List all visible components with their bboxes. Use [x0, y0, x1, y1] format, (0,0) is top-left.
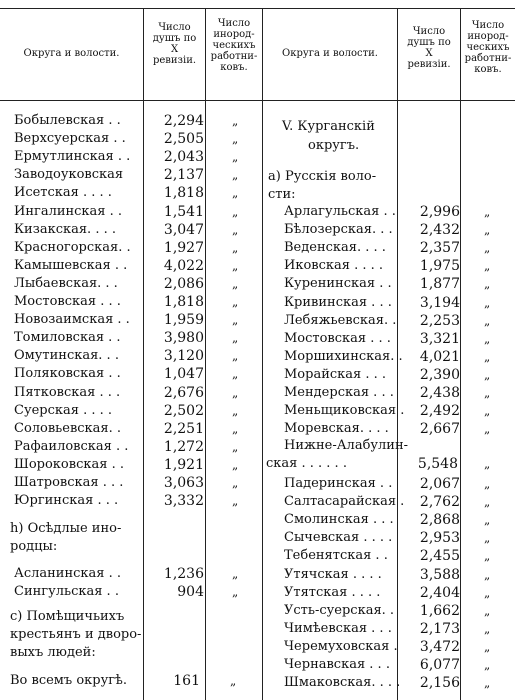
ditto-mark: „	[484, 205, 491, 219]
souls-count: 2,762	[419, 494, 460, 511]
district-total-value: 161	[173, 673, 200, 689]
souls-count: 3,588	[419, 566, 460, 583]
district-name: Шороковская . .	[14, 456, 124, 472]
district-name: Бѣлозерская. . .	[284, 222, 393, 238]
ditto-mark: „	[484, 531, 491, 546]
ditto-mark: „	[484, 349, 491, 364]
table-row	[284, 330, 515, 348]
table-row	[14, 365, 264, 383]
district-name: Куренинская . .	[284, 276, 392, 292]
district-name: Камышевская . .	[14, 257, 128, 273]
ditto-mark: „	[484, 295, 491, 310]
district-name: Пятковская . . .	[14, 384, 121, 400]
souls-count: 2,043	[163, 149, 204, 166]
district-name: Ермутлинская . .	[14, 149, 131, 165]
souls-count: 1,927	[163, 239, 204, 256]
ditto-mark: „	[232, 222, 239, 237]
table-row	[284, 566, 515, 584]
table-row	[14, 293, 264, 311]
ditto-mark: „	[232, 331, 239, 346]
ditto-mark: „	[484, 277, 491, 292]
table-row	[284, 656, 515, 674]
table-row	[14, 420, 264, 438]
table-row	[14, 329, 264, 347]
district-name: Кривинская . . .	[284, 294, 392, 310]
ditto-mark: „	[232, 494, 239, 509]
ditto-mark: „	[484, 331, 491, 346]
district-name: Мостовская . . .	[284, 330, 391, 346]
district-name: Арлагульская . .	[284, 204, 396, 219]
souls-count: 1,236	[163, 566, 204, 582]
souls-count: 2,676	[163, 384, 204, 401]
table-row	[14, 130, 264, 148]
district-name: Шатровская . . .	[14, 475, 124, 490]
table-row	[284, 620, 515, 638]
district-name: Кизакская. . . .	[14, 221, 116, 237]
souls-count: 2,156	[419, 675, 460, 692]
ditto-mark: „	[484, 585, 491, 600]
table-row	[14, 257, 264, 275]
souls-count: 2,868	[419, 512, 460, 529]
district-name: Смолинская . . .	[284, 512, 394, 528]
table-row	[14, 311, 264, 329]
souls-count: 2,455	[419, 548, 460, 565]
ditto-mark: „	[232, 403, 239, 418]
ditto-mark: „	[232, 186, 239, 201]
souls-count: 2,086	[163, 275, 204, 292]
district-name: Сингульская . .	[14, 584, 119, 599]
ditto-mark: „	[232, 168, 239, 183]
souls-count: 1,662	[419, 602, 460, 619]
table-row	[284, 475, 515, 493]
district-name: Тебенятская . .	[284, 548, 388, 564]
district-name: Утятская . . . .	[284, 584, 381, 600]
district-name: Лебяжьевская. .	[284, 312, 397, 328]
table-row	[284, 221, 515, 239]
header-foreign-workers: Число инород- ческихъ работни- ковъ.	[210, 18, 258, 73]
ditto-mark: „	[484, 477, 491, 491]
ditto-mark: „	[484, 404, 491, 419]
header-souls: Число душъ по X ревизіи.	[152, 22, 197, 66]
souls-count: 3,120	[163, 348, 204, 365]
ditto-mark: „	[232, 150, 239, 165]
district-name: Красногорская. .	[14, 239, 131, 255]
table-row	[284, 275, 515, 293]
souls-count: 2,432	[419, 222, 460, 239]
section-c-heading-2: крестьянъ и дворо-	[10, 627, 142, 642]
district-name: Томиловская . .	[14, 330, 121, 346]
ditto-mark: „	[484, 621, 491, 636]
table-top-rule	[0, 8, 515, 9]
souls-count: 2,502	[163, 402, 204, 419]
ditto-mark: „	[232, 439, 239, 454]
header-district-right: Округа и волости.	[282, 48, 378, 59]
district-name: Новозаимская . .	[14, 312, 130, 328]
ditto-mark: „	[232, 258, 239, 273]
district-name: Чернавская . . .	[284, 657, 390, 672]
souls-count: 2,294	[163, 113, 204, 129]
souls-count: 3,321	[419, 330, 460, 347]
table-row	[14, 384, 264, 402]
table-row	[284, 511, 515, 529]
district-name: Заводоуковская	[14, 167, 124, 183]
souls-count: 2,953	[419, 530, 460, 547]
ditto-mark: „	[484, 639, 491, 654]
souls-count: 2,253	[419, 312, 460, 329]
table-row	[284, 239, 515, 257]
split-value: 5,548	[417, 456, 458, 472]
district-name: Исетская . . . .	[14, 185, 112, 201]
souls-count: 3,332	[163, 493, 204, 510]
ditto-mark: „	[232, 585, 239, 599]
souls-count: 3,047	[163, 221, 204, 238]
ditto-mark: „	[484, 422, 491, 437]
souls-count: 3,194	[419, 294, 460, 311]
table-row	[14, 203, 264, 221]
ditto-mark: „	[484, 603, 491, 618]
table-row	[14, 166, 264, 184]
table-row	[14, 239, 264, 257]
district-total-label: Во всемъ округѣ.	[10, 673, 128, 688]
table-row	[14, 583, 264, 601]
ditto-mark: „	[484, 241, 491, 256]
ditto-mark: „	[232, 295, 239, 309]
district-name: Бобылевская . .	[14, 113, 121, 128]
ditto-mark: „	[484, 549, 491, 564]
table-row	[14, 402, 264, 420]
district-name: Моршихинская. .	[284, 348, 403, 364]
table-row	[284, 348, 515, 366]
table-row	[284, 257, 515, 275]
district-name: Омутинская. . .	[14, 348, 119, 364]
souls-count: 3,980	[163, 330, 204, 347]
table-row	[284, 294, 515, 312]
souls-count: 2,667	[419, 421, 460, 438]
split-name-2: ская . . . . . .	[266, 456, 347, 471]
ditto-mark: „	[232, 204, 239, 219]
table-row	[14, 492, 264, 510]
split-mark: „	[484, 457, 491, 471]
souls-count: 6,077	[419, 657, 460, 673]
table-row	[14, 275, 264, 293]
district-name: Иковская . . . .	[284, 258, 384, 274]
district-name: Соловьевская. .	[14, 420, 122, 436]
ditto-mark: „	[232, 349, 239, 364]
ditto-mark: „	[232, 476, 239, 490]
souls-count: 1,818	[163, 294, 204, 310]
souls-count: 1,541	[163, 203, 204, 220]
souls-count: 4,021	[419, 348, 460, 365]
souls-count: 2,067	[419, 476, 460, 492]
header-district: Округа и волости.	[23, 48, 120, 59]
district-name: Ингалинская . .	[14, 203, 123, 219]
table-row	[284, 312, 515, 330]
section-c-heading-3: выхъ людей:	[10, 645, 96, 660]
ditto-mark: „	[484, 386, 491, 400]
table-row	[14, 148, 264, 166]
table-row	[14, 456, 264, 474]
section-b-heading-2: родцы:	[10, 539, 58, 554]
souls-count: 904	[177, 584, 204, 600]
table-row	[14, 347, 264, 365]
souls-count: 1,921	[163, 456, 204, 473]
district-name: Суерская . . . .	[14, 402, 113, 418]
district-name: Чимѣевская . . .	[284, 620, 392, 636]
souls-count: 2,492	[419, 403, 460, 420]
district-name: Сычевская . . . .	[284, 530, 393, 546]
souls-count: 2,357	[419, 240, 460, 257]
kurgan-district-heading-2: округъ.	[308, 138, 360, 153]
table-row	[284, 366, 515, 384]
table-row	[284, 420, 515, 438]
ditto-mark: „	[232, 385, 239, 400]
souls-count: 2,996	[419, 204, 460, 220]
ditto-mark: „	[232, 457, 239, 472]
table-row	[14, 221, 264, 239]
ditto-mark: „	[232, 240, 239, 255]
district-name: Лыбаевская. . .	[14, 275, 118, 291]
table-row	[284, 638, 515, 656]
district-name: Шмаковская. . . .	[284, 675, 401, 691]
ditto-mark: „	[484, 223, 491, 238]
district-total-mark: „	[230, 674, 237, 688]
ditto-mark: „	[232, 313, 239, 328]
souls-count: 2,438	[419, 385, 460, 401]
souls-count: 2,390	[419, 366, 460, 383]
header-bottom-rule	[0, 100, 515, 101]
table-row	[284, 674, 515, 692]
district-name: Моревская. . . .	[284, 421, 389, 437]
table-row	[284, 602, 515, 620]
ditto-mark: „	[484, 567, 491, 582]
souls-count: 1,818	[163, 185, 204, 202]
ditto-mark: „	[484, 495, 491, 510]
section-c-heading-1: с) Помѣщичьихъ	[10, 609, 125, 624]
district-name: Рафаиловская . .	[14, 438, 129, 454]
table-row	[284, 529, 515, 547]
district-name: Салтасарайская .	[284, 494, 405, 510]
district-name: Падеринская . .	[284, 476, 393, 491]
ditto-mark: „	[232, 276, 239, 291]
split-name-1: Нижне-Алабулин-	[284, 438, 409, 453]
table-row	[284, 547, 515, 565]
district-name: Верхсуерская . .	[14, 131, 126, 147]
souls-count: 1,272	[163, 438, 204, 455]
ditto-mark: „	[484, 313, 491, 328]
district-name: Мостовская . . .	[14, 294, 121, 309]
district-name: Юргинская . . .	[14, 493, 119, 509]
ditto-mark: „	[232, 367, 239, 382]
ditto-mark: „	[484, 259, 491, 274]
district-name: Утячская . . . .	[284, 566, 382, 582]
district-total-row	[10, 672, 260, 690]
district-name: Черемуховская .	[284, 638, 398, 654]
ditto-mark: „	[232, 132, 239, 147]
table-row	[284, 384, 515, 402]
table-row	[14, 438, 264, 456]
district-name: Веденская. . . .	[284, 240, 386, 256]
header-souls-right: Число душъ по X ревизіи.	[407, 26, 451, 70]
souls-count: 4,022	[163, 257, 204, 274]
souls-count: 1,959	[163, 312, 204, 329]
souls-count: 2,137	[163, 167, 204, 184]
russian-volosts-heading-2: сти:	[268, 187, 296, 202]
district-name: Усть-суерская. .	[284, 602, 395, 618]
table-row	[284, 203, 515, 221]
ditto-mark: „	[484, 367, 491, 382]
souls-count: 2,251	[163, 420, 204, 437]
district-name: Меньщиковская .	[284, 403, 405, 419]
souls-count: 1,975	[419, 258, 460, 275]
district-name: Асланинская . .	[14, 566, 122, 581]
ditto-mark: „	[484, 676, 491, 691]
table-row	[14, 565, 264, 583]
kurgan-district-heading-1: V. Курганскій	[282, 119, 375, 134]
souls-count: 3,063	[163, 475, 204, 491]
section-b-heading-1: h) Осѣдлые ино-	[10, 521, 122, 536]
ditto-mark: „	[232, 567, 239, 581]
district-name: Морайская . . .	[284, 366, 387, 382]
ditto-mark: „	[484, 513, 491, 528]
russian-volosts-heading-1: а) Русскія воло-	[268, 169, 377, 184]
table-row	[14, 184, 264, 202]
ditto-mark: „	[484, 658, 491, 672]
souls-count: 2,505	[163, 131, 204, 148]
souls-count: 1,877	[419, 276, 460, 293]
souls-count: 2,404	[419, 584, 460, 601]
split-row	[266, 455, 515, 473]
district-name: Поляковская . .	[14, 366, 121, 382]
header-foreign-workers-right: Число инород- ческихъ работни- ковъ.	[464, 20, 512, 75]
table-row	[284, 584, 515, 602]
table-row	[284, 493, 515, 511]
table-row	[14, 474, 264, 492]
table-row	[284, 402, 515, 420]
souls-count: 3,472	[419, 638, 460, 655]
souls-count: 2,173	[419, 620, 460, 637]
district-name: Мендерская . . .	[284, 385, 394, 400]
table-row	[14, 112, 264, 130]
ditto-mark: „	[232, 421, 239, 436]
ditto-mark: „	[232, 114, 239, 128]
souls-count: 1,047	[163, 366, 204, 383]
